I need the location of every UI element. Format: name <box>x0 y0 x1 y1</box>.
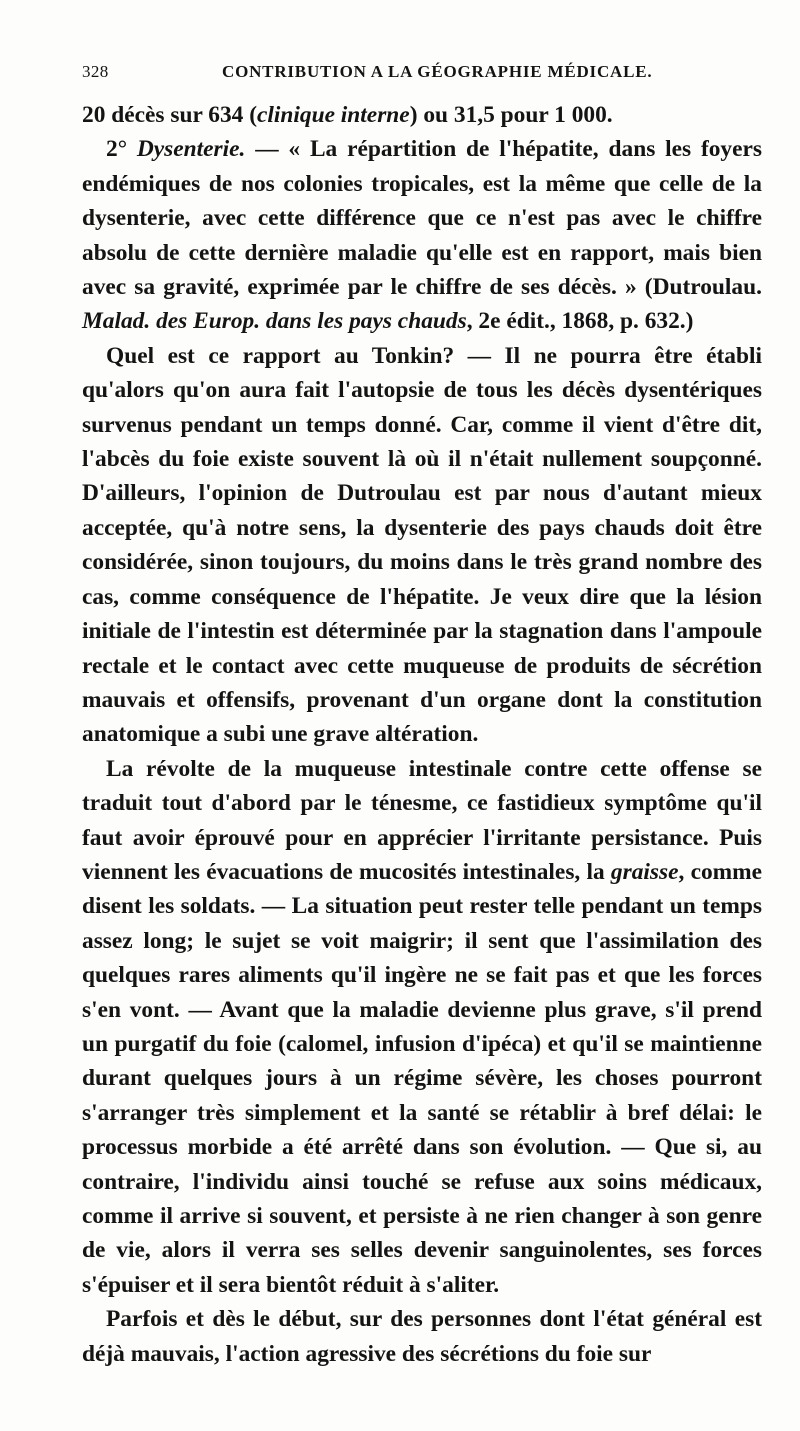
body-text <box>82 98 762 1371</box>
italic-text: clinique interne <box>256 102 410 128</box>
italic-text: Dysenterie. <box>136 136 246 163</box>
running-title: CONTRIBUTION A LA GÉOGRAPHIE MÉDICALE. <box>222 62 653 81</box>
paragraph-revolte-muqueuse <box>82 752 762 1303</box>
text-run: , 2e édit., 1868, p. 632.) <box>466 308 694 335</box>
text-run: 20 décès sur 634 ( <box>82 102 257 128</box>
text-run: Quel est ce rapport au Tonkin? — Il ne pourra être établi qu'alors qu'on aura fait l'autopsie de tous les décès dysentériques survenus pendant un temps donné. Car, comme il vient d'être dit, l'abcès du foie existe souvent là où il n'était nullement soupçonné. D'ailleurs, l'opinion de Dutroulau est par nous d'autant mieux acceptée, qu'à notre sens, la dysenterie des pays chauds doit être considérée, sinon toujours, du moins dans le très grand nombre des cas, comme conséquence de l'hépatite. Je veux dire que la lésion initiale de l'intestin est déterminée par la stagnation dans l'ampoule rectale et le contact avec cette muqueuse de produits de sécrétion mauvais et offensifs, provenant d'un organe dont la constitution anatomique a subi une grave altération. <box>82 342 762 748</box>
text-run: Parfois et dès le début, sur des personnes dont l'état général est déjà mauvais, l'action agressive des sécrétions du foie sur <box>82 1306 762 1367</box>
paragraph-rapport-tonkin <box>82 339 762 752</box>
page-number: 328 <box>82 62 109 81</box>
text-run: — « La répartition de l'hépatite, dans les foyers endémiques de nos colonies tropicales, est la même que celle de la dysenterie, avec cette différence que ce n'est pas avec le chiffre absolu de cette dernière maladie qu'elle est en rapport, mais bien avec sa gravité, exprimée par le chiffre de ses décès. » (Dutroulau. <box>82 136 762 301</box>
text-run: , comme disent les soldats. — La situation peut rester telle pendant un temps assez long; le sujet se voit maigrir; il sent que l'assimilation des quelques rares aliments qu'il ingère ne se fait pas et que les forces s'en vont. — Avant que la maladie devienne plus grave, s'il prend un purgatif du foie (calomel, infusion d'ipéca) et qu'il se maintienne durant quelques jours à un régime sévère, les choses pourront s'arranger très simplement et la santé se rétablir à bref délai: le processus morbide a été arrêté dans son évolution. — Que si, au contraire, l'individu ainsi touché se refuse aux soins médicaux, comme il arrive si souvent, et persiste à ne rien changer à son genre de vie, alors il verra ses selles devenir sanguinolentes, ses forces s'épuiser et il sera bientôt réduit à s'aliter. <box>82 858 762 1298</box>
page-header <box>82 0 762 96</box>
paragraph-dysenterie <box>82 132 762 338</box>
paragraph-continuation <box>82 98 762 132</box>
text-run: 2° <box>106 136 137 163</box>
text-run: ) ou 31,5 pour 1 000. <box>409 102 613 128</box>
paragraph-parfois <box>82 1302 762 1371</box>
italic-text: Malad. des Europ. dans les pays chauds <box>82 308 467 335</box>
text-run: La révolte de la muqueuse intestinale contre cette offense se traduit tout d'abord par le ténesme, ce fastidieux symptôme qu'il faut avoir éprouvé pour en apprécier l'irritante persistance. Puis viennent les évacuations de mucosités intestinales, la <box>82 755 762 885</box>
italic-text: graisse <box>610 858 679 885</box>
